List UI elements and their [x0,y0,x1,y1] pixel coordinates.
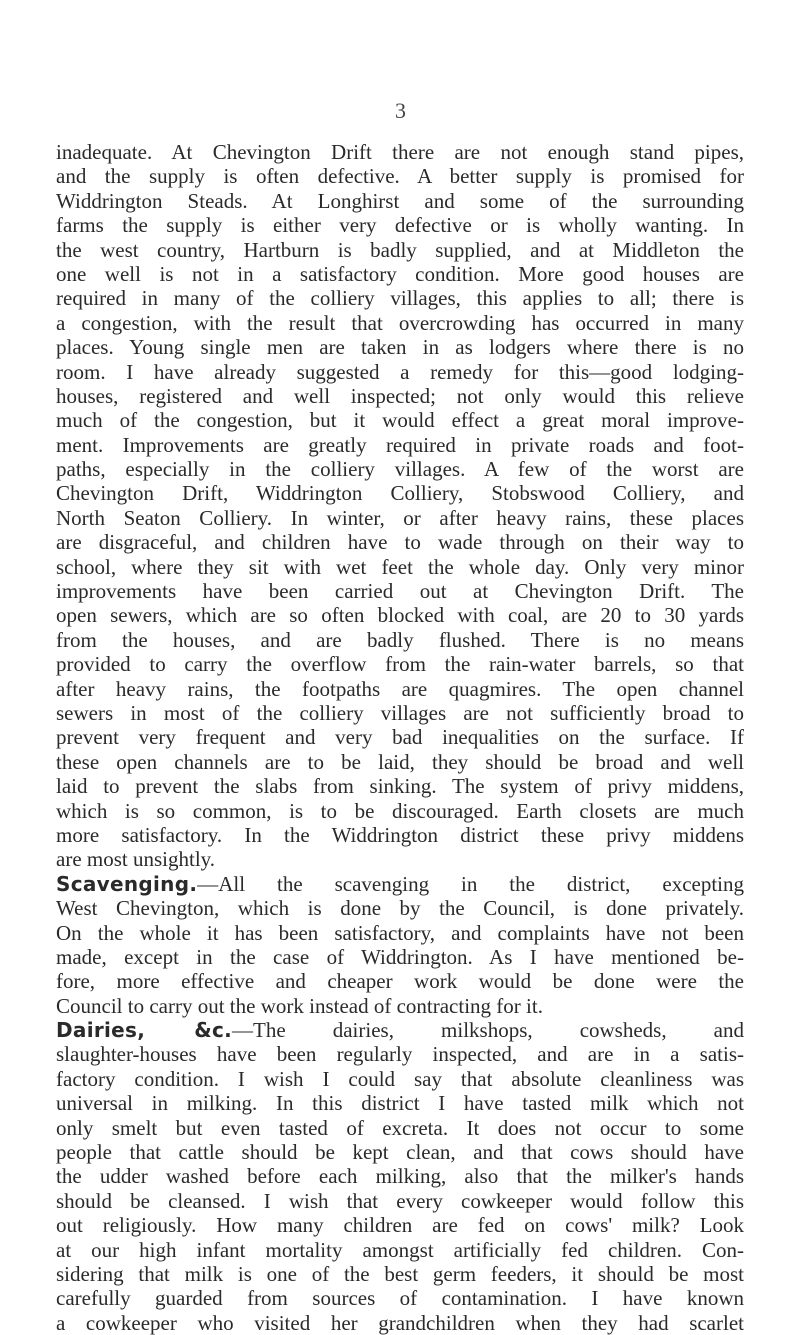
text-line: places. Young single men are taken in as lodgers where there is no [56,335,744,360]
text-line: these open channels are to be laid, they should be broad and well [56,749,744,774]
text-line: after heavy rains, the footpaths are quagmires. The open channel [56,676,744,701]
text-line: more satisfactory. In the Widdrington district these privy middens [56,822,744,847]
text-line: are disgraceful, and children have to wade through on their way to [56,530,744,555]
text-line: sewers in most of the colliery villages are not sufficiently broad to [56,700,744,725]
text-line: ment. Improvements are greatly required in private roads and foot- [56,432,744,457]
text-line: carefully guarded from sources of contamination. I have known [56,1286,744,1311]
text-line: which is so common, is to be discouraged. Earth closets are much [56,798,744,823]
text-line: houses, registered and well inspected; not only would this relieve [56,383,744,408]
scavenging-paragraph [56,896,744,1018]
text-line: universal in milking. In this district I have tasted milk which not [56,1091,744,1116]
text-line: people that cattle should be kept clean, and that cows should have [56,1140,744,1165]
text-line: should be cleansed. I wish that every cowkeeper would follow this [56,1188,744,1213]
text-line: required in many of the colliery villages, this applies to all; there is [56,286,744,311]
text-line: prevent very frequent and very bad inequalities on the surface. If [56,725,744,750]
text-line: factory condition. I wish I could say that absolute cleanliness was [56,1066,744,1091]
text-line: one well is not in a satisfactory condition. More good houses are [56,261,744,286]
text-line: and the supply is often defective. A better supply is promised for [56,164,744,189]
text-line: only smelt but even tasted of excreta. It does not occur to some [56,1115,744,1140]
text-line: improvements have been carried out at Chevington Drift. The [56,579,744,604]
text-line: at our high infant mortality amongst artificially fed children. Con- [56,1237,744,1262]
text-line: On the whole it has been satisfactory, and complaints have not been [56,920,744,945]
dairies-paragraph [56,1042,744,1335]
text-line: West Chevington, which is done by the Council, is done privately. [56,896,744,921]
text-line: Widdrington Steads. At Longhirst and some of the surrounding [56,188,744,213]
scavenging-heading: Scavenging. [56,871,198,896]
text-line: a congestion, with the result that overcrowding has occurred in many [56,310,744,335]
text-line: a cowkeeper who visited her grandchildren when they had scarlet [56,1310,744,1335]
text-line: fore, more effective and cheaper work would be done were the [56,969,744,994]
text-line: school, where they sit with wet feet the whole day. Only very minor [56,554,744,579]
text-line: Council to carry out the work instead of contracting for it. [56,993,543,1018]
dairies-first-line [56,1018,744,1042]
scavenging-first-line [56,872,744,896]
text-line: inadequate. At Chevington Drift there are not enough stand pipes, [56,140,744,164]
text-line: Chevington Drift, Widdrington Colliery, Stobswood Colliery, and [56,481,744,506]
page-number: 3 [395,98,406,123]
text-line: from the houses, and are badly flushed. There is no means [56,627,744,652]
text-line: made, except in the case of Widdrington. As I have mentioned be- [56,944,744,969]
text-line: farms the supply is either very defective or is wholly wanting. In [56,213,744,238]
text-line: much of the congestion, but it would effect a great moral improve- [56,408,744,433]
dairies-heading: Dairies, &c. [56,1018,233,1043]
text-line: laid to prevent the slabs from sinking. The system of privy middens, [56,774,744,799]
text-line: provided to carry the overflow from the rain-water barrels, so that [56,652,744,677]
dairies-section [56,1018,744,1335]
text-line: sidering that milk is one of the best germ feeders, it should be most [56,1261,744,1286]
text-line: open sewers, which are so often blocked with coal, are 20 to 30 yards [56,603,744,628]
scavenging-first-text: —All the scavenging in the district, excepting [197,871,744,896]
water-supply-paragraph [56,140,744,872]
text-line: out religiously. How many children are fed on cows' milk? Look [56,1213,744,1238]
text-line: the west country, Hartburn is badly supplied, and at Middleton the [56,237,744,262]
text-line: paths, especially in the colliery villages. A few of the worst are [56,457,744,482]
text-line: North Seaton Colliery. In winter, or after heavy rains, these places [56,505,744,530]
text-line: are most unsightly. [56,847,216,872]
report-body [56,140,744,1335]
dairies-first-text: —The dairies, milkshops, cowsheds, and [232,1018,744,1043]
text-line: room. I have already suggested a remedy for this—good lodging- [56,359,744,384]
text-line: the udder washed before each milking, also that the milker's hands [56,1164,744,1189]
text-line: slaughter-houses have been regularly inspected, and are in a satis- [56,1042,744,1067]
scavenging-section [56,872,744,1018]
